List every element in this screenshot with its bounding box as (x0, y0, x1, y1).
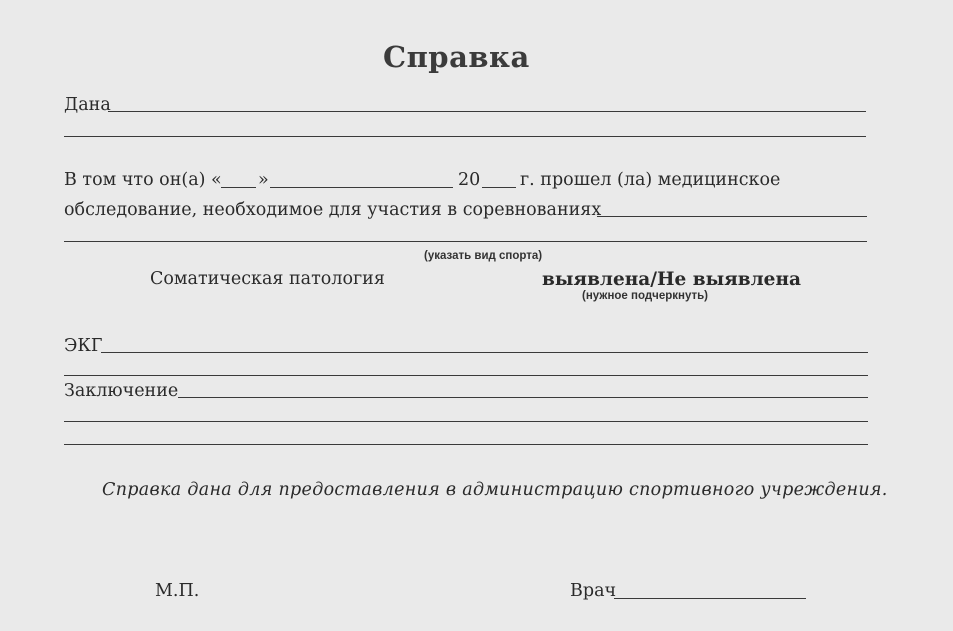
given-name-field[interactable] (108, 111, 866, 112)
conclusion-field[interactable] (178, 397, 868, 398)
year-field[interactable] (482, 187, 516, 188)
conclusion-label: Заключение (64, 381, 179, 401)
competition-field[interactable] (597, 216, 867, 217)
certify-text-end: г. прошел (ла) медицинское (520, 170, 781, 190)
given-label: Дана (64, 95, 111, 115)
quote-close-text: » (258, 170, 269, 190)
footer-note: Справка дана для предоставления в администрацию спортивного учреждения. (102, 480, 888, 500)
doctor-label: Врач (570, 581, 617, 601)
pathology-label: Соматическая патология (150, 269, 385, 289)
doctor-signature-field[interactable] (614, 598, 806, 599)
conclusion-field-line-2[interactable] (64, 421, 868, 422)
examination-text: обследование, необходимое для участия в соревнованиях (64, 200, 602, 220)
year-prefix-text: 20 (458, 170, 481, 190)
certify-text-start: В том что он(а) « (64, 170, 222, 190)
stamp-label: М.П. (155, 581, 200, 601)
pathology-options[interactable]: выявлена/Не выявлена (542, 269, 801, 290)
ecg-label: ЭКГ (64, 336, 103, 356)
ecg-field-continuation[interactable] (64, 375, 868, 376)
sport-type-field[interactable] (64, 241, 867, 242)
day-field[interactable] (221, 187, 256, 188)
underline-hint: (нужное подчеркнуть) (582, 290, 709, 302)
page-title: Справка (383, 40, 530, 74)
conclusion-field-line-3[interactable] (64, 444, 868, 445)
given-name-field-continuation[interactable] (64, 136, 866, 137)
month-field[interactable] (270, 187, 453, 188)
ecg-field[interactable] (101, 352, 868, 353)
sport-type-hint: (указать вид спорта) (424, 250, 543, 262)
